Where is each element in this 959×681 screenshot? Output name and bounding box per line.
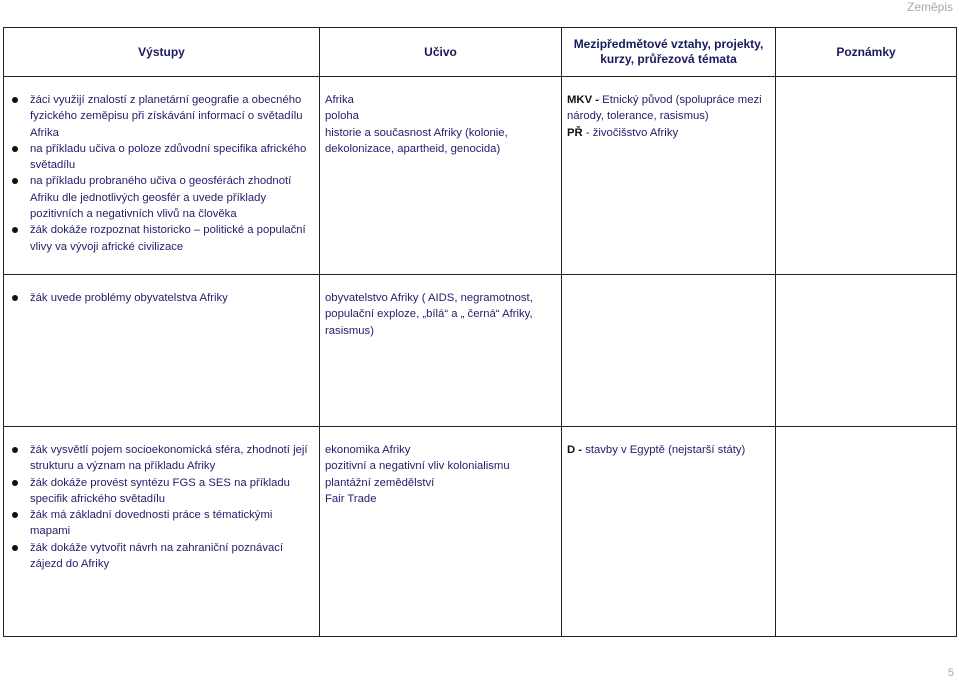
header-row bbox=[4, 28, 957, 77]
bullet-icon bbox=[12, 480, 18, 486]
cross-abbr: MKV - bbox=[567, 94, 600, 106]
outcome-text: žák dokáže vytvořit návrh na zahraniční poznávací zájezd do Afriky bbox=[30, 541, 284, 571]
bullet-icon bbox=[12, 146, 18, 152]
table-row bbox=[4, 77, 957, 275]
content-line: obyvatelstvo Afriky ( AIDS, negramotnost, populační exploze, „bílá“ a „ černá“ Afriky, rasismus) bbox=[325, 292, 533, 337]
cross-entry bbox=[567, 442, 769, 458]
cross-abbr: D - bbox=[567, 444, 583, 456]
header-cross-line1: Mezipředmětové vztahy, projekty, bbox=[573, 37, 764, 51]
cross-text: stavby v Egyptě (nejstarší státy) bbox=[582, 444, 746, 456]
outcome-text: žák vysvětlí pojem socioekonomická sféra, zhodnotí její strukturu a význam na příkladu Afriky bbox=[30, 444, 308, 473]
list-item bbox=[12, 92, 313, 141]
content-line: ekonomika Afriky bbox=[325, 444, 411, 456]
list-item bbox=[12, 141, 313, 174]
outcome-text: žáci využijí znalostí z planetární geografie a obecného fyzického zeměpisu při získávání informací o světadílu Afrika bbox=[30, 94, 303, 139]
bullet-icon bbox=[12, 178, 18, 184]
content-line: Afrika bbox=[325, 94, 354, 106]
cross-entry bbox=[567, 92, 769, 125]
notes-cell bbox=[776, 427, 957, 637]
header-cross-line2: kurzy, průřezová témata bbox=[600, 52, 737, 66]
cross-text: - živočišstvo Afriky bbox=[582, 126, 679, 139]
outcomes-list bbox=[12, 92, 313, 255]
cross-entry bbox=[567, 125, 769, 141]
bullet-icon bbox=[12, 227, 18, 233]
outcomes-list bbox=[12, 442, 313, 572]
header-notes: Poznámky bbox=[776, 28, 957, 77]
bullet-icon bbox=[12, 97, 18, 103]
cross-text: Etnický původ (spolupráce mezi národy, tolerance, rasismus) bbox=[567, 94, 762, 123]
content-line: pozitivní a negativní vliv kolonialismu bbox=[325, 460, 510, 473]
list-item bbox=[12, 442, 313, 475]
header-outcomes: Výstupy bbox=[4, 28, 320, 77]
outcome-text: na příkladu probraného učiva o geosférách zhodnotí Afriku dle jednotlivých geosfér a uvede příklady pozitivních a negativních vlivů na člověka bbox=[30, 175, 292, 221]
bullet-icon bbox=[12, 447, 18, 453]
outcome-text: žák uvede problémy obyvatelstva Afriky bbox=[30, 292, 228, 304]
cross-curricular-cell bbox=[562, 77, 776, 275]
header-cross-curricular bbox=[562, 28, 776, 77]
subject-label: Zeměpis bbox=[906, 0, 953, 14]
table-row bbox=[4, 427, 957, 637]
content-line: plantážní zemědělství bbox=[325, 476, 435, 489]
content-cell bbox=[320, 275, 562, 427]
notes-cell bbox=[776, 275, 957, 427]
content-cell bbox=[320, 427, 562, 637]
outcome-text: žák má základní dovednosti práce s tématickými mapami bbox=[30, 509, 273, 538]
table-row bbox=[4, 275, 957, 427]
cross-curricular-cell bbox=[562, 427, 776, 637]
list-item bbox=[12, 507, 313, 540]
list-item bbox=[12, 475, 313, 508]
outcome-text: žák dokáže rozpoznat historicko – politické a populační vlivy va vývoji africké civilizace bbox=[30, 224, 306, 253]
list-item bbox=[12, 173, 313, 222]
content-line: historie a současnost Afriky (kolonie, dekolonizace, apartheid, genocida) bbox=[325, 126, 508, 155]
page-number: 5 bbox=[947, 667, 954, 679]
outcomes-cell bbox=[4, 275, 320, 427]
outcome-text: žák dokáže provést syntézu FGS a SES na příkladu specifik afrického světadílu bbox=[30, 476, 290, 505]
list-item bbox=[12, 290, 313, 306]
outcomes-cell bbox=[4, 427, 320, 637]
header-content: Učivo bbox=[320, 28, 562, 77]
notes-cell bbox=[776, 77, 957, 275]
content-line: Fair Trade bbox=[325, 492, 377, 505]
outcome-text: na příkladu učiva o poloze zdůvodní specifika afrického světadílu bbox=[30, 142, 307, 172]
content-cell bbox=[320, 77, 562, 275]
list-item bbox=[12, 222, 313, 255]
curriculum-table bbox=[3, 27, 957, 637]
outcomes-list bbox=[12, 290, 313, 306]
content-line: poloha bbox=[325, 110, 359, 123]
cross-curricular-cell bbox=[562, 275, 776, 427]
cross-abbr: PŘ bbox=[567, 126, 583, 139]
bullet-icon bbox=[12, 545, 18, 551]
list-item bbox=[12, 540, 313, 573]
bullet-icon bbox=[12, 512, 18, 518]
bullet-icon bbox=[12, 295, 18, 301]
outcomes-cell bbox=[4, 77, 320, 275]
